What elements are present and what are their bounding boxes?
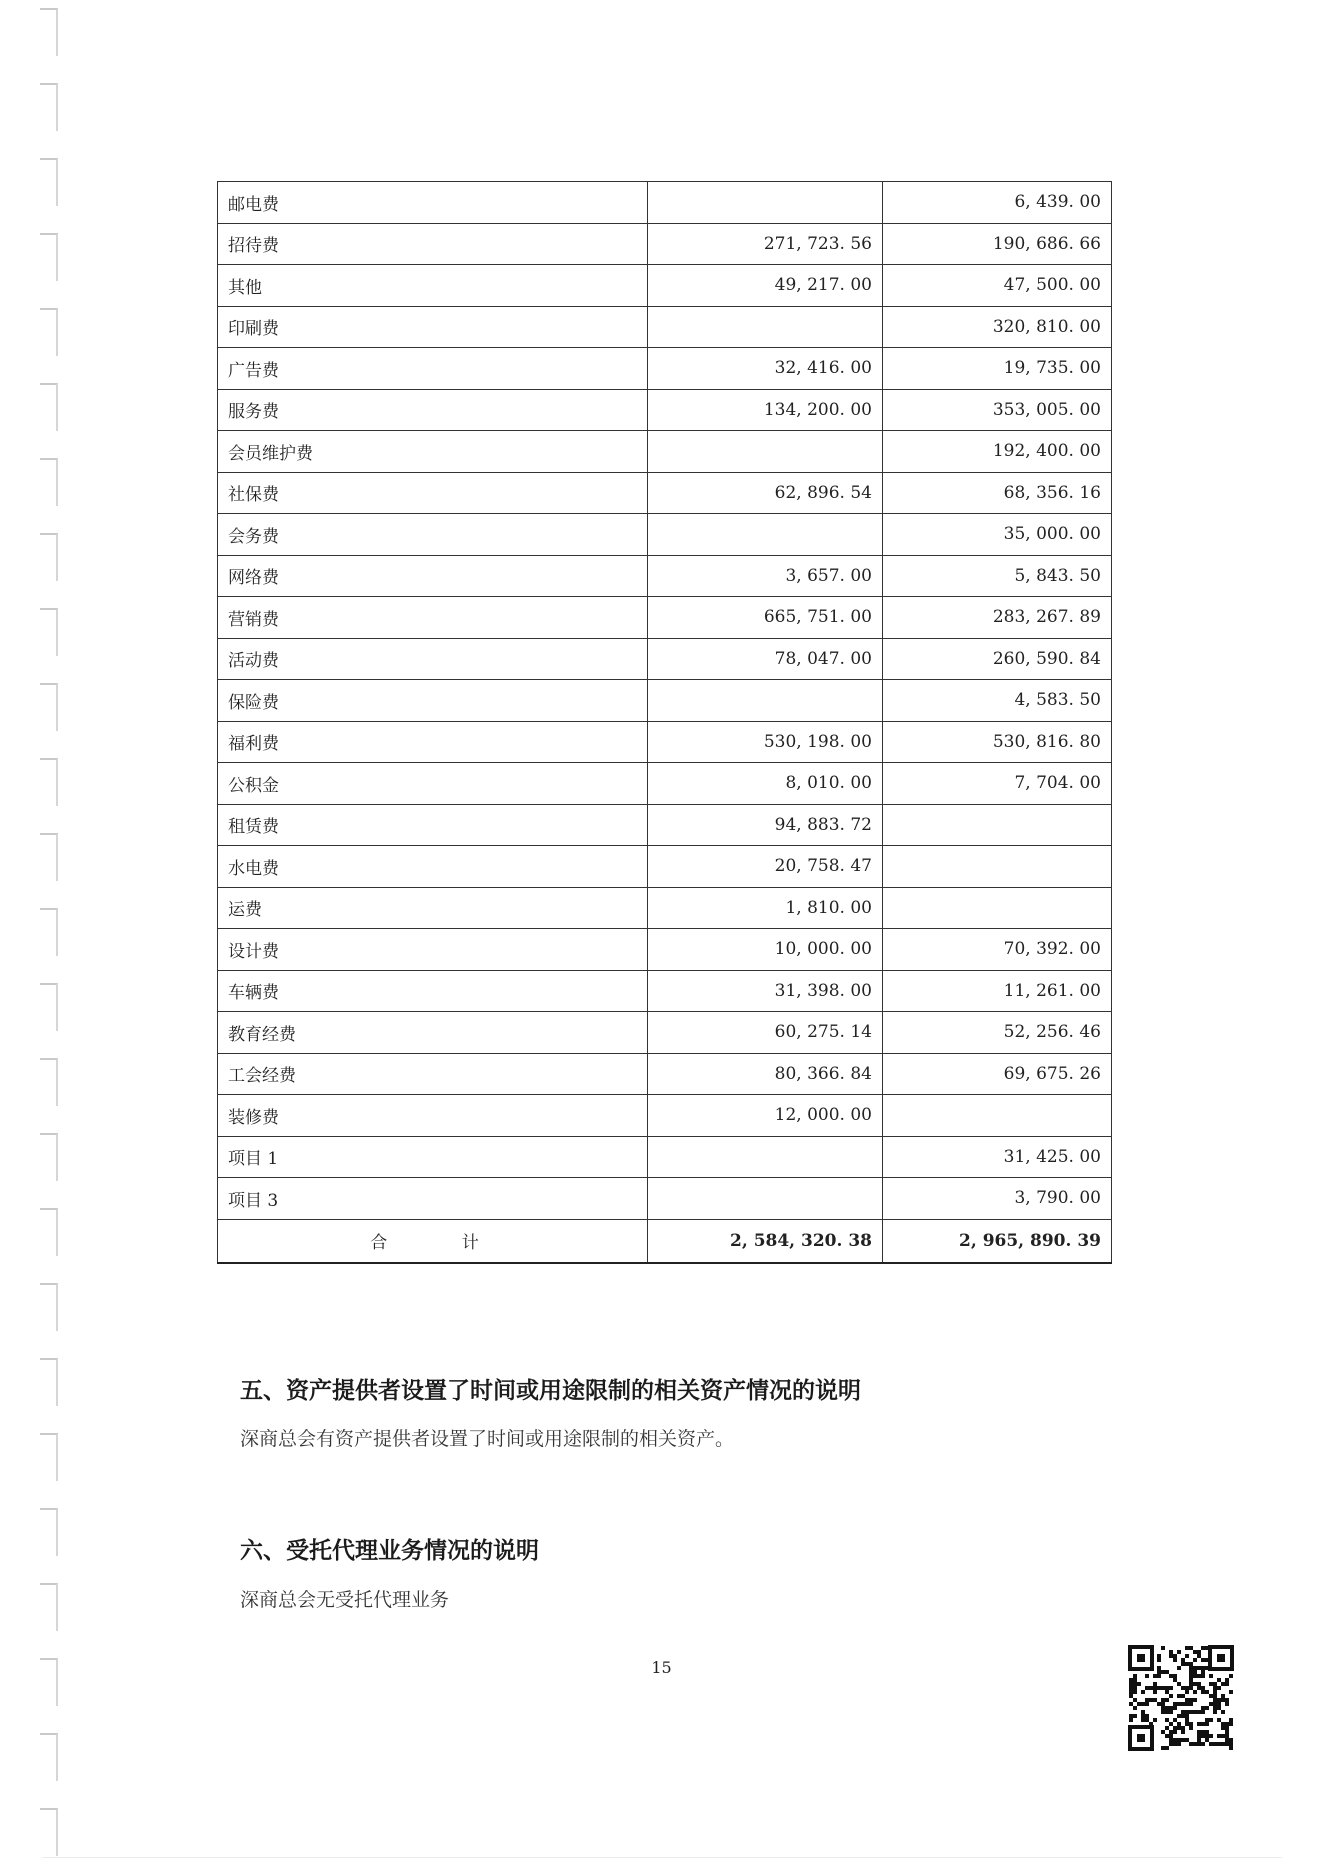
- row-value-2: 47, 500. 00: [883, 265, 1112, 307]
- row-value-1: 31, 398. 00: [648, 970, 883, 1012]
- row-value-2: 192, 400. 00: [883, 431, 1112, 473]
- table-row: [218, 431, 1112, 473]
- binding-mark: [40, 158, 58, 206]
- binding-mark: [40, 1733, 58, 1781]
- table-row: [218, 597, 1112, 639]
- table-row: [218, 555, 1112, 597]
- row-name: 其他: [218, 265, 648, 307]
- binding-mark: [40, 983, 58, 1031]
- row-name: 服务费: [218, 389, 648, 431]
- row-value-2: 353, 005. 00: [883, 389, 1112, 431]
- row-value-2: 190, 686. 66: [883, 223, 1112, 265]
- table-row: [218, 1012, 1112, 1054]
- row-value-2: 19, 735. 00: [883, 348, 1112, 390]
- row-value-1: 665, 751. 00: [648, 597, 883, 639]
- row-name: 租赁费: [218, 804, 648, 846]
- qr-code-icon: [1128, 1645, 1234, 1751]
- binding-mark: [40, 458, 58, 506]
- row-value-1: 94, 883. 72: [648, 804, 883, 846]
- page-bottom-rule: [42, 1857, 1282, 1858]
- table-row: [218, 1053, 1112, 1095]
- table-row: [218, 182, 1112, 224]
- row-name: 车辆费: [218, 970, 648, 1012]
- row-name: 会员维护费: [218, 431, 648, 473]
- row-value-1: 32, 416. 00: [648, 348, 883, 390]
- binding-mark: [40, 758, 58, 806]
- row-value-2: 5, 843. 50: [883, 555, 1112, 597]
- binding-mark: [40, 533, 58, 581]
- row-value-2: 69, 675. 26: [883, 1053, 1112, 1095]
- row-value-1: [648, 514, 883, 556]
- binding-mark: [40, 1133, 58, 1181]
- total-row: [218, 1219, 1112, 1263]
- table-row: [218, 638, 1112, 680]
- row-name: 活动费: [218, 638, 648, 680]
- row-name: 网络费: [218, 555, 648, 597]
- table-row: [218, 514, 1112, 556]
- row-name: 印刷费: [218, 306, 648, 348]
- section5-body: 深商总会有资产提供者设置了时间或用途限制的相关资产。: [240, 1428, 735, 1450]
- row-value-1: 80, 366. 84: [648, 1053, 883, 1095]
- row-name: 招待费: [218, 223, 648, 265]
- binding-mark: [40, 233, 58, 281]
- row-name: 广告费: [218, 348, 648, 390]
- row-name: 项目 1: [218, 1136, 648, 1178]
- section6-body: 深商总会无受托代理业务: [240, 1589, 450, 1611]
- row-value-2: 283, 267. 89: [883, 597, 1112, 639]
- binding-margin: [0, 0, 70, 1870]
- table-row: [218, 472, 1112, 514]
- binding-mark: [40, 1583, 58, 1631]
- table-row: [218, 970, 1112, 1012]
- row-value-1: 134, 200. 00: [648, 389, 883, 431]
- binding-mark: [40, 1358, 58, 1406]
- page-number: 15: [651, 1658, 672, 1677]
- row-value-2: 31, 425. 00: [883, 1136, 1112, 1178]
- row-value-2: 4, 583. 50: [883, 680, 1112, 722]
- table-row: [218, 721, 1112, 763]
- binding-mark: [40, 1058, 58, 1106]
- binding-mark: [40, 308, 58, 356]
- row-name: 水电费: [218, 846, 648, 888]
- table-row: [218, 306, 1112, 348]
- total-value-1: 2, 584, 320. 38: [648, 1219, 883, 1263]
- row-name: 设计费: [218, 929, 648, 971]
- row-value-2: 6, 439. 00: [883, 182, 1112, 224]
- table-row: [218, 763, 1112, 805]
- row-value-1: [648, 431, 883, 473]
- row-name: 社保费: [218, 472, 648, 514]
- row-value-2: 68, 356. 16: [883, 472, 1112, 514]
- row-name: 项目 3: [218, 1178, 648, 1220]
- row-value-1: [648, 680, 883, 722]
- row-value-2: [883, 804, 1112, 846]
- table-row: [218, 389, 1112, 431]
- table-row: [218, 846, 1112, 888]
- total-label: [218, 1219, 648, 1263]
- binding-mark: [40, 1508, 58, 1556]
- row-name: 公积金: [218, 763, 648, 805]
- row-value-1: 271, 723. 56: [648, 223, 883, 265]
- row-value-1: 8, 010. 00: [648, 763, 883, 805]
- section5-heading: 五、资产提供者设置了时间或用途限制的相关资产情况的说明: [240, 1378, 861, 1404]
- row-value-2: 52, 256. 46: [883, 1012, 1112, 1054]
- expense-table: [217, 181, 1112, 1264]
- table-row: [218, 223, 1112, 265]
- row-value-2: 11, 261. 00: [883, 970, 1112, 1012]
- table-row: [218, 265, 1112, 307]
- row-value-2: 35, 000. 00: [883, 514, 1112, 556]
- table-row: [218, 1136, 1112, 1178]
- row-value-1: 12, 000. 00: [648, 1095, 883, 1137]
- total-label-part-1: 合: [370, 1233, 394, 1253]
- total-label-part-2: 计: [461, 1233, 485, 1253]
- row-value-1: 1, 810. 00: [648, 887, 883, 929]
- row-value-2: 320, 810. 00: [883, 306, 1112, 348]
- table-row: [218, 887, 1112, 929]
- total-value-2: 2, 965, 890. 39: [883, 1219, 1112, 1263]
- row-value-1: [648, 306, 883, 348]
- row-value-1: 78, 047. 00: [648, 638, 883, 680]
- row-value-1: 3, 657. 00: [648, 555, 883, 597]
- binding-mark: [40, 1808, 58, 1856]
- binding-mark: [40, 908, 58, 956]
- row-value-1: 49, 217. 00: [648, 265, 883, 307]
- row-value-1: [648, 182, 883, 224]
- binding-mark: [40, 8, 58, 56]
- row-value-2: [883, 1095, 1112, 1137]
- row-value-2: 260, 590. 84: [883, 638, 1112, 680]
- row-value-2: 70, 392. 00: [883, 929, 1112, 971]
- table-row: [218, 1178, 1112, 1220]
- table-row: [218, 804, 1112, 846]
- binding-mark: [40, 683, 58, 731]
- row-value-1: 530, 198. 00: [648, 721, 883, 763]
- row-value-2: 530, 816. 80: [883, 721, 1112, 763]
- table-row: [218, 348, 1112, 390]
- row-value-1: [648, 1178, 883, 1220]
- binding-mark: [40, 1433, 58, 1481]
- table-row: [218, 1095, 1112, 1137]
- row-name: 装修费: [218, 1095, 648, 1137]
- row-name: 福利费: [218, 721, 648, 763]
- row-value-2: [883, 887, 1112, 929]
- row-name: 会务费: [218, 514, 648, 556]
- expense-table-body: [218, 182, 1112, 1220]
- section6-heading: 六、受托代理业务情况的说明: [240, 1538, 539, 1564]
- row-value-2: 3, 790. 00: [883, 1178, 1112, 1220]
- row-value-1: 62, 896. 54: [648, 472, 883, 514]
- row-name: 保险费: [218, 680, 648, 722]
- row-name: 邮电费: [218, 182, 648, 224]
- binding-mark: [40, 83, 58, 131]
- row-value-2: 7, 704. 00: [883, 763, 1112, 805]
- binding-mark: [40, 833, 58, 881]
- row-value-1: 20, 758. 47: [648, 846, 883, 888]
- row-value-1: [648, 1136, 883, 1178]
- binding-mark: [40, 1208, 58, 1256]
- binding-mark: [40, 608, 58, 656]
- binding-mark: [40, 383, 58, 431]
- row-value-1: 60, 275. 14: [648, 1012, 883, 1054]
- row-name: 营销费: [218, 597, 648, 639]
- row-name: 教育经费: [218, 1012, 648, 1054]
- binding-mark: [40, 1283, 58, 1331]
- row-value-1: 10, 000. 00: [648, 929, 883, 971]
- table-row: [218, 929, 1112, 971]
- table-row: [218, 680, 1112, 722]
- row-value-2: [883, 846, 1112, 888]
- row-name: 运费: [218, 887, 648, 929]
- row-name: 工会经费: [218, 1053, 648, 1095]
